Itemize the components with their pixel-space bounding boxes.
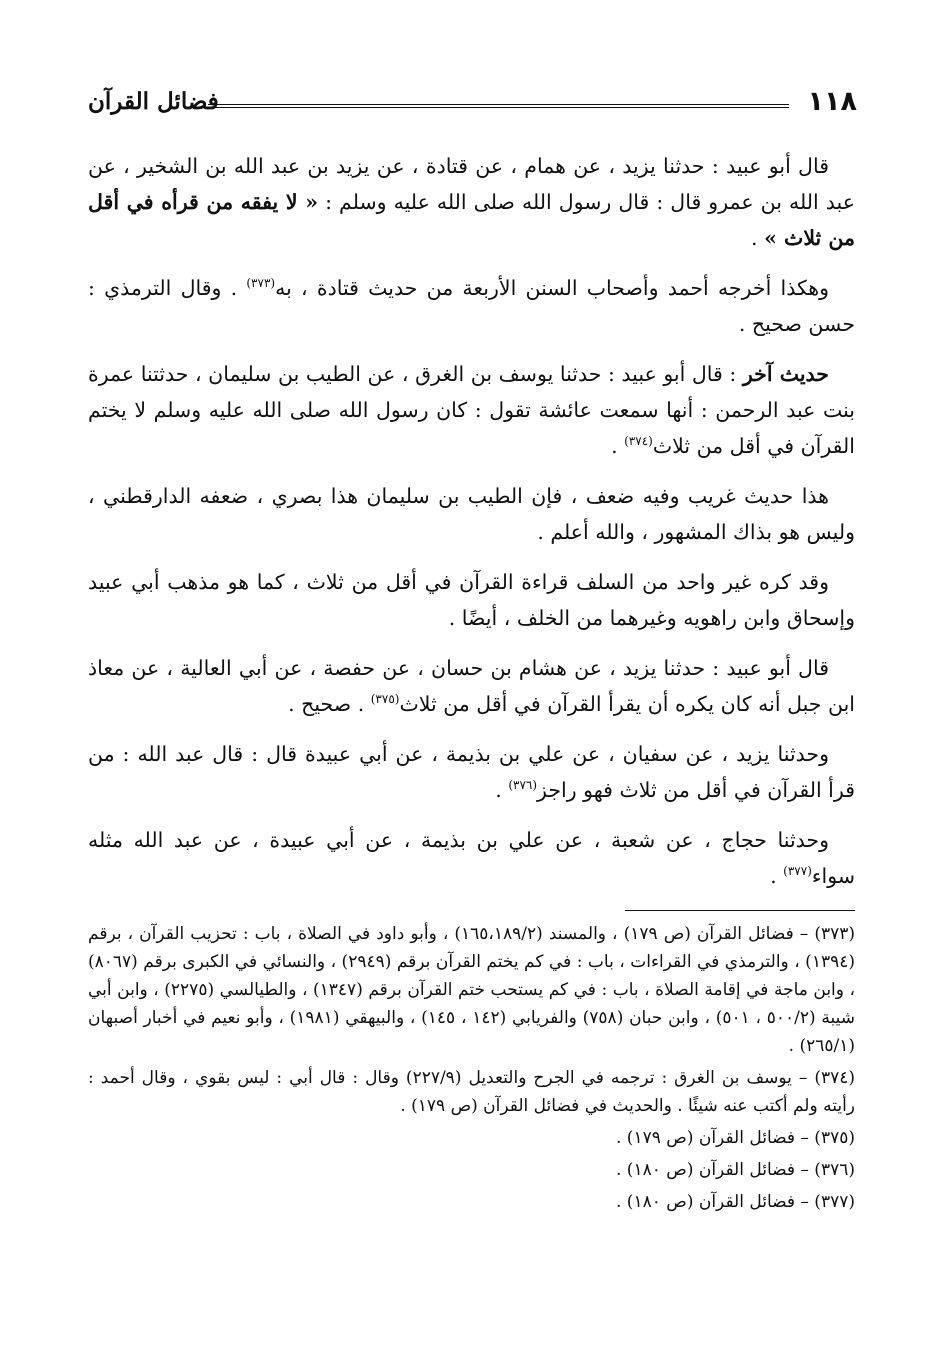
footnote: (٣٧٥) – فضائل القرآن (ص ١٧٩) . <box>616 1128 855 1148</box>
text: . <box>770 864 784 888</box>
footnote-ref: (٣٧٤) <box>624 434 653 449</box>
text: قال أبو عبيد : حدثنا يزيد ، عن همام ، عن قتادة ، عن يزيد بن عبد الله بن الشخير ، عن عبد الله بن عمرو قال : قال رسول الله صلى الله عليه وسلم : <box>88 154 855 214</box>
text: وهكذا أخرجه أحمد وأصحاب السنن الأربعة من حديث قتادة ، به <box>275 276 829 300</box>
paragraph: هذا حديث غريب وفيه ضعف ، فإن الطيب بن سليمان هذا بصري ، ضعفه الدارقطني ، وليس هو بذاك المشهور ، والله أعلم . <box>88 484 855 544</box>
paragraph <box>88 356 855 464</box>
footnote-ref: (٣٧٧) <box>783 864 812 879</box>
text: . <box>751 226 765 250</box>
running-title: فضائل القرآن <box>88 88 219 115</box>
text: . <box>495 778 509 802</box>
text: . وقال الترمذي : حسن صحيح . <box>88 276 855 336</box>
text: وحدثنا يزيد ، عن سفيان ، عن علي بن بذيمة ، عن أبي عبيدة قال : قال عبد الله : من قرأ القرآن في أقل من ثلاث فهو راجز <box>88 742 855 802</box>
section-label: حديث آخر <box>742 362 829 386</box>
paragraph <box>88 148 855 256</box>
footnote-ref: (٣٧٦) <box>508 778 538 793</box>
footnote-separator <box>625 910 855 911</box>
footnotes <box>88 920 855 1220</box>
footnote: (٣٧٧) – فضائل القرآن (ص ١٨٠) . <box>616 1192 855 1212</box>
text: . صحيح . <box>288 692 371 716</box>
header-rule <box>208 104 789 108</box>
text: وحدثنا حجاج ، عن شعبة ، عن علي بن بذيمة ، عن أبي عبيدة ، عن عبد الله مثله سواء <box>88 828 855 888</box>
footnote-ref: (٣٧٣) <box>246 276 276 291</box>
hadith-quote: « لا يفقه من قرأه في أقل من ثلاث » <box>88 190 855 250</box>
footnote: (٣٧٤) – يوسف بن الغرق : ترجمه في الجرح والتعديل (٢٢٧/٩) وقال : قال أبي : ليس بقوي ، وقال أحمد : رأيته ولم أكتب عنه شيئًا . والحديث في فضائل القرآن (ص ١٧٩) . <box>88 1068 855 1116</box>
paragraph <box>88 270 855 342</box>
paragraph <box>88 736 855 808</box>
text: . <box>611 434 625 458</box>
text: قال أبو عبيد : حدثنا يزيد ، عن هشام بن حسان ، عن حفصة ، عن أبي العالية ، عن معاذ ابن جبل أنه كان يكره أن يقرأ القرآن في أقل من ثلاث <box>88 656 855 716</box>
paragraph: وقد كره غير واحد من السلف قراءة القرآن في أقل من ثلاث ، كما هو مذهب أبي عبيد وإسحاق وابن راهويه وغيرهما من الخلف ، أيضًا . <box>88 570 855 630</box>
page-header <box>88 86 857 126</box>
footnote: (٣٧٣) – فضائل القرآن (ص ١٧٩) ، والمسند (١٦٥،١٨٩/٢) ، وأبو داود في الصلاة ، باب : تحزيب القرآن ، برقم (١٣٩٤) ، والترمذي في القراءات ، باب : في كم يختم القرآن برقم (٢٩٤٩) ، والنسائي في الكبرى برقم (٨٠٦٧) ، وابن ماجة في إقامة الصلاة ، باب : في كم يستحب ختم القرآن برقم (١٣٤٧) ، والطيالسي (٢٢٧٥) ، وابن أبي شيبة (٥٠٠/٢ ، ٥٠١) ، وابن حبان (٧٥٨) والفريابي (١٤٢ ، ١٤٥) ، والبيهقي (١٩٨١) ، وأبو نعيم في أخبار أصبهان (٢٦٥/١) . <box>88 924 856 1056</box>
main-text <box>88 148 855 908</box>
footnote: (٣٧٦) – فضائل القرآن (ص ١٨٠) . <box>616 1160 855 1180</box>
footnote-ref: (٣٧٥) <box>370 692 400 707</box>
text: : قال أبو عبيد : حدثنا يوسف بن الغرق ، عن الطيب بن سليمان ، حدثتنا عمرة بنت عبد الرحمن : أنها سمعت عائشة تقول : كان رسول الله صلى الله عليه وسلم لا يختم القرآن في أقل من ثلاث <box>88 362 855 458</box>
page-number: ١١٨ <box>807 86 857 117</box>
paragraph <box>88 650 855 722</box>
paragraph <box>88 822 855 894</box>
